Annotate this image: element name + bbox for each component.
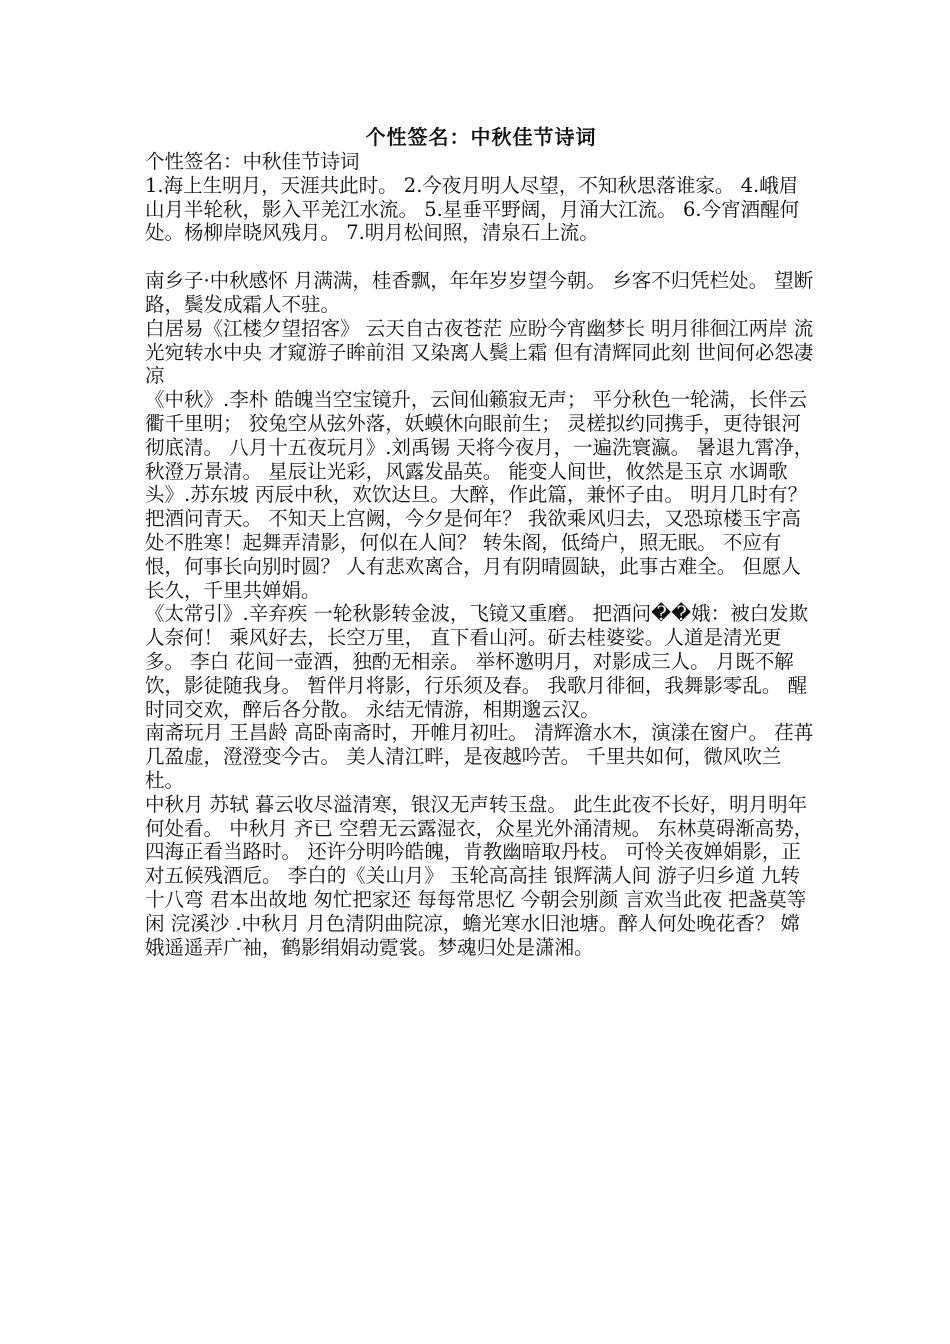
paragraph-blank [145,245,817,269]
paragraph-zhongqiuyue: 中秋月 苏轼 暮云收尽溢清寒，银汉无声转玉盘。 此生此夜不长好，明月明年何处看。 中秋月 齐已 空碧无云露湿衣，众星光外涌清规。 东林莫碍渐高势，四海正看当路时。 还许分明吟皓魄，肯教幽暗取丹枝。 可怜关夜婵娟影，正对五候残酒卮。 李白的《关山月》 玉轮高高挂 银辉满人间 游子归乡道 九转十八弯 君本出故地 匆忙把家还 每每常思忆 今朝会别颜 言欢当此夜 把盏莫等闲 浣溪沙 .中秋月 月色清阴曲院凉，蟾光寒水旧池塘。醉人何处晚花香？ 嫦娥遥遥弄广袖，鹤影绢娟动霓裳。梦魂归处是潇湘。 [145,792,814,959]
paragraph-subtitle: 个性签名：中秋佳节诗词 [145,150,360,173]
paragraph-taichangyin: 《太常引》.辛弃疾 一轮秋影转金波，飞镜又重磨。 把酒问��娥：被白发欺人奈何！ 乘风好去，长空万里， 直下看山河。斫去桂婆娑。人道是清光更多。 李白 花间一壶酒，独酌无相亲。 举杯邀明月，对影成三人。 月既不解饮，影徒随我身。 暂伴月将影，行乐须及春。 我歌月徘徊，我舞影零乱。 醒时同交欢，醉后各分散。 永结无情游，相期邈云汉。 [145,602,809,721]
paragraph-zhongqiu-lipu: 《中秋》.李朴 皓魄当空宝镜升，云间仙籁寂无声； 平分秋色一轮满，长伴云衢千里明； 狡兔空从弦外落，妖蟆休向眼前生； 灵槎拟约同携手，更待银河彻底清。 八月十五夜玩月》.刘禹锡 天将今夜月，一遍洗寰瀛。 暑退九霄净，秋澄万景清。 星辰让光彩，风露发晶英。 能变人间世，攸然是玉京 水调歌头》.苏东坡 丙辰中秋，欢饮达旦。大醉，作此篇，兼怀子由。 明月几时有？把酒问青天。 不知天上宫阙，今夕是何年？ 我欲乘风归去，又恐琼楼玉宇高处不胜寒！起舞弄清影，何似在人间？ 转朱阁，低绮户，照无眠。 不应有恨，何事长向别时圆？ 人有悲欢离合，月有阴晴圆缺，此事古难全。 但愿人长久，千里共婵娟。 [145,388,814,602]
document-page [145,0,817,959]
paragraph-numbered-lines: 1.海上生明月，天涯共此时。 2.今夜月明人尽望，不知秋思落谁家。 4.峨眉山月半轮秋，影入平羌江水流。 5.星垂平野阔，月涌大江流。 6.今宵酒醒何处。杨柳岸晓风残月。 7.明月松间照，清泉石上流。 [145,173,800,245]
paragraph-baijuyi: 白居易《江楼夕望招客》 云天自古夜苍茫 应盼今宵幽梦长 明月徘徊江两岸 流光宛转水中央 才窥游子眸前泪 又染离人鬓上霜 但有清辉同此刻 世间何必怨凄凉 [145,316,814,388]
paragraph-nanxiangzi: 南乡子·中秋感怀 月满满，桂香飘，年年岁岁望今朝。 乡客不归凭栏处。 望断路，鬓发成霜人不驻。 [145,269,814,316]
paragraph-nanzhai-wanyue: 南斋玩月 王昌龄 高卧南斋时，开帷月初吐。 清辉澹水木，演漾在窗户。 荏苒几盈虚，澄澄变今古。 美人清江畔，是夜越吟苦。 千里共如何，微风吹兰杜。 [145,721,814,792]
document-title: 个性签名：中秋佳节诗词 [365,125,597,149]
